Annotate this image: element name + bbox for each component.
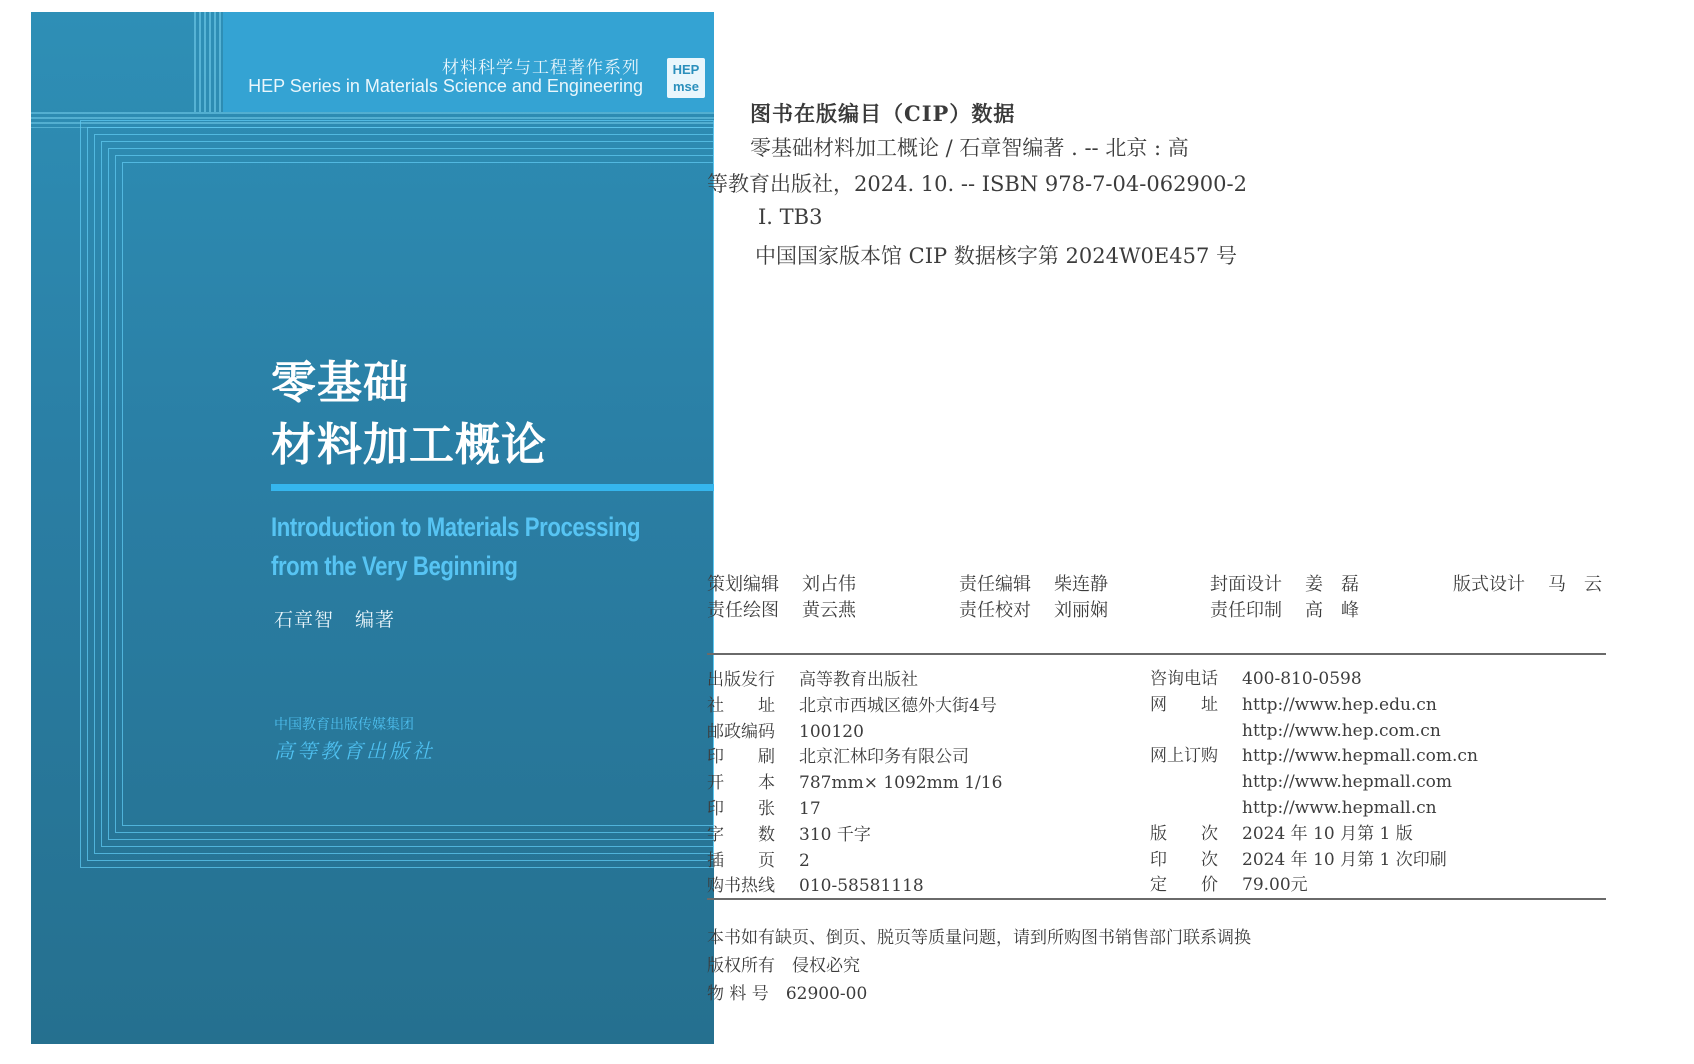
info-label: 定 价 (1150, 875, 1218, 896)
cip-line: 中国国家版本馆 CIP 数据核字第 2024W0E457 号 (755, 244, 1237, 268)
title-underline-bar (271, 484, 714, 491)
info-row (707, 771, 1002, 797)
info-row (707, 797, 1002, 823)
material-number-label: 物 料 号 (707, 984, 769, 1004)
staff-label: 责任印制 (1210, 600, 1282, 621)
info-row (1150, 848, 1478, 874)
staff-row (959, 598, 1108, 624)
info-label: 字 数 (707, 824, 775, 845)
info-row (1150, 873, 1478, 899)
staff-label: 责任绘图 (707, 600, 779, 621)
english-title-line1: Introduction to Materials Processing (271, 512, 641, 542)
info-row (1150, 796, 1478, 822)
publishing-info-right (1150, 667, 1478, 899)
book-title (271, 352, 547, 476)
info-label: 印 张 (707, 798, 775, 819)
material-number-value: 62900-00 (785, 984, 868, 1004)
staff-row (707, 598, 856, 624)
logo-text-bottom: mse (672, 79, 700, 94)
divider-bottom (707, 898, 1606, 900)
info-value: 北京市西城区德外大街4号 (799, 695, 997, 716)
info-value: http://www.hepmall.cn (1242, 797, 1437, 818)
cover-vertical-stripes (194, 12, 224, 112)
copyright-footer (707, 924, 1251, 1008)
series-name-en: HEP Series in Materials Science and Engineering (248, 76, 643, 96)
staff-value: 姜 磊 (1305, 574, 1359, 595)
staff-value: 黄云燕 (802, 600, 856, 621)
series-name-cn: 材料科学与工程著作系列 (442, 58, 640, 78)
staff-value: 刘占伟 (802, 574, 856, 595)
publishing-info-left (707, 668, 1002, 900)
cip-line: Ⅰ. TB3 (758, 205, 823, 229)
info-value: 310 千字 (799, 824, 871, 845)
info-value: 17 (799, 798, 821, 819)
info-row (707, 874, 1002, 900)
info-label: 邮政编码 (707, 721, 775, 742)
info-label: 网上订购 (1150, 746, 1218, 767)
info-label: 插 页 (707, 850, 775, 871)
info-value: 010-58581118 (799, 876, 924, 897)
info-row (707, 823, 1002, 849)
info-row (1150, 744, 1478, 770)
publisher-group: 中国教育出版传媒集团 (274, 717, 414, 733)
info-row (1150, 667, 1478, 693)
info-row (1150, 693, 1478, 719)
info-value: 2024 年 10 月第 1 版 (1242, 823, 1413, 844)
info-value: 北京汇林印务有限公司 (799, 747, 969, 768)
info-label: 版 次 (1150, 823, 1218, 844)
staff-value: 高 峰 (1305, 600, 1359, 621)
info-value: http://www.hep.com.cn (1242, 720, 1441, 741)
info-label: 购书热线 (707, 876, 775, 897)
info-row (707, 668, 1002, 694)
divider-top (707, 653, 1606, 655)
info-row (1150, 822, 1478, 848)
info-label: 印 刷 (707, 747, 775, 768)
staff-row (707, 572, 856, 598)
info-label: 社 址 (707, 695, 775, 716)
staff-credits-col1 (707, 572, 856, 624)
rights-notice: 版权所有 侵权必究 (707, 956, 860, 976)
info-row (1150, 719, 1478, 745)
info-label: 印 次 (1150, 849, 1218, 870)
info-row (707, 694, 1002, 720)
staff-label: 策划编辑 (707, 574, 779, 595)
cip-heading: 图书在版编目（CIP）数据 (750, 101, 1016, 126)
book-title-line2: 材料加工概论 (271, 418, 548, 471)
info-value: 2 (799, 850, 810, 871)
info-row (1150, 770, 1478, 796)
quality-notice: 本书如有缺页、倒页、脱页等质量问题，请到所购图书销售部门联系调换 (707, 928, 1251, 948)
staff-row (1210, 572, 1359, 598)
info-row (707, 849, 1002, 875)
staff-value: 柴连静 (1054, 574, 1108, 595)
author: 石章智 编著 (274, 609, 396, 631)
info-value: 400-810-0598 (1242, 669, 1362, 689)
staff-row (1210, 598, 1359, 624)
english-title-line2: from the Very Beginning (271, 551, 518, 581)
staff-label: 责任校对 (959, 600, 1031, 621)
info-label: 咨询电话 (1150, 669, 1218, 689)
cip-line: 等教育出版社，2024. 10. -- ISBN 978-7-04-062900-2 (707, 172, 1247, 196)
info-row (707, 720, 1002, 746)
info-value: http://www.hepmall.com (1242, 772, 1453, 793)
staff-value: 马 云 (1548, 574, 1602, 595)
staff-row (959, 572, 1108, 598)
info-label: 网 址 (1150, 694, 1218, 715)
cover-frame (122, 162, 714, 826)
info-value: 高等教育出版社 (799, 670, 918, 690)
info-value: http://www.hepmall.com.cn (1242, 746, 1478, 767)
staff-credits-col4 (1453, 572, 1602, 598)
info-value: 100120 (799, 721, 864, 742)
info-row (707, 745, 1002, 771)
material-number (707, 980, 1251, 1008)
info-value: 787mm× 1092mm 1/16 (799, 773, 1003, 794)
cip-line: 零基础材料加工概论 / 石章智编著 . -- 北京 : 高 (750, 136, 1189, 160)
staff-label: 责任编辑 (959, 574, 1031, 595)
info-label: 出版发行 (707, 670, 775, 690)
info-label: 开 本 (707, 773, 775, 794)
book-cover (31, 12, 714, 1044)
book-title-line1: 零基础 (271, 356, 410, 409)
staff-credits-col3 (1210, 572, 1359, 624)
copyright-page (700, 0, 1694, 1064)
info-value: 2024 年 10 月第 1 次印刷 (1242, 849, 1447, 870)
info-value: http://www.hep.edu.cn (1242, 694, 1437, 715)
staff-label: 版式设计 (1453, 574, 1525, 595)
logo-text-top: HEP (672, 62, 700, 77)
staff-label: 封面设计 (1210, 574, 1282, 595)
info-value: 79.00元 (1242, 875, 1308, 896)
staff-credits-col2 (959, 572, 1108, 624)
staff-row (1453, 572, 1602, 598)
english-title (271, 508, 641, 586)
publisher-name-calligraphy: 高等教育出版社 (274, 739, 435, 763)
staff-value: 刘丽娴 (1054, 600, 1108, 621)
